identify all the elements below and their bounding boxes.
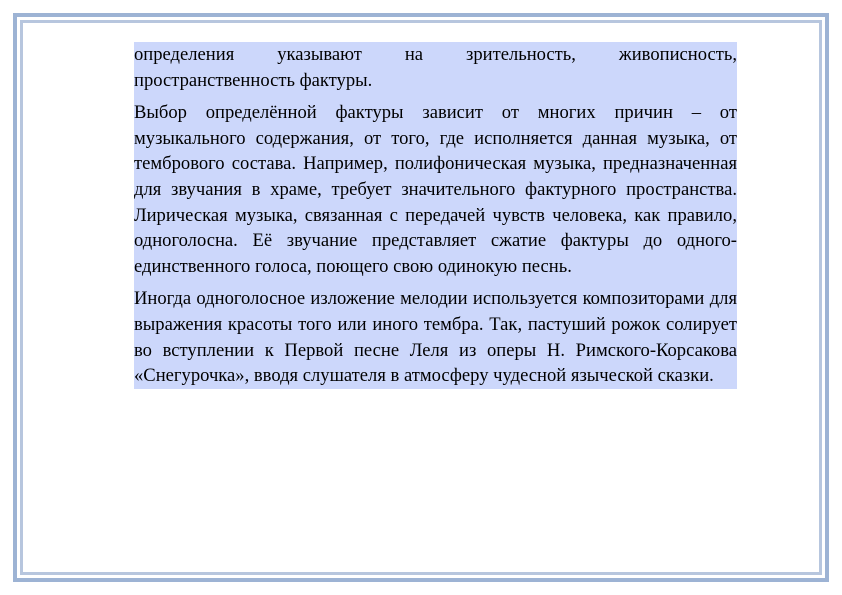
paragraph-3: Иногда одноголосное изложение мелодии используется композиторами для выражения красоты того или иного тембра. Так, пастуший рожок солирует во вступлении к Первой песне Леля из оперы Н. Римского-Корсакова «Снегурочка», вводя слушателя в атмосферу чудесной языческой сказки. xyxy=(134,288,737,387)
paragraph-1: определения указывают на зрительность, живописность, пространственность фактуры. xyxy=(134,44,737,91)
paragraph-2: Выбор определённой фактуры зависит от многих причин – от музыкального содержания, от того, где исполняется данная музыка, от тембрового состава. Например, полифоническая музыка, предназначенная для звучания в храме, требует значительного фактурного пространства. Лирическая музыка, связанная с передачей чувств человека, как правило, одноголосна. Её звучание представляет сжатие фактуры до одного-единственного голоса, поющего свою одинокую песнь. xyxy=(134,102,737,277)
body-text xyxy=(134,42,737,389)
